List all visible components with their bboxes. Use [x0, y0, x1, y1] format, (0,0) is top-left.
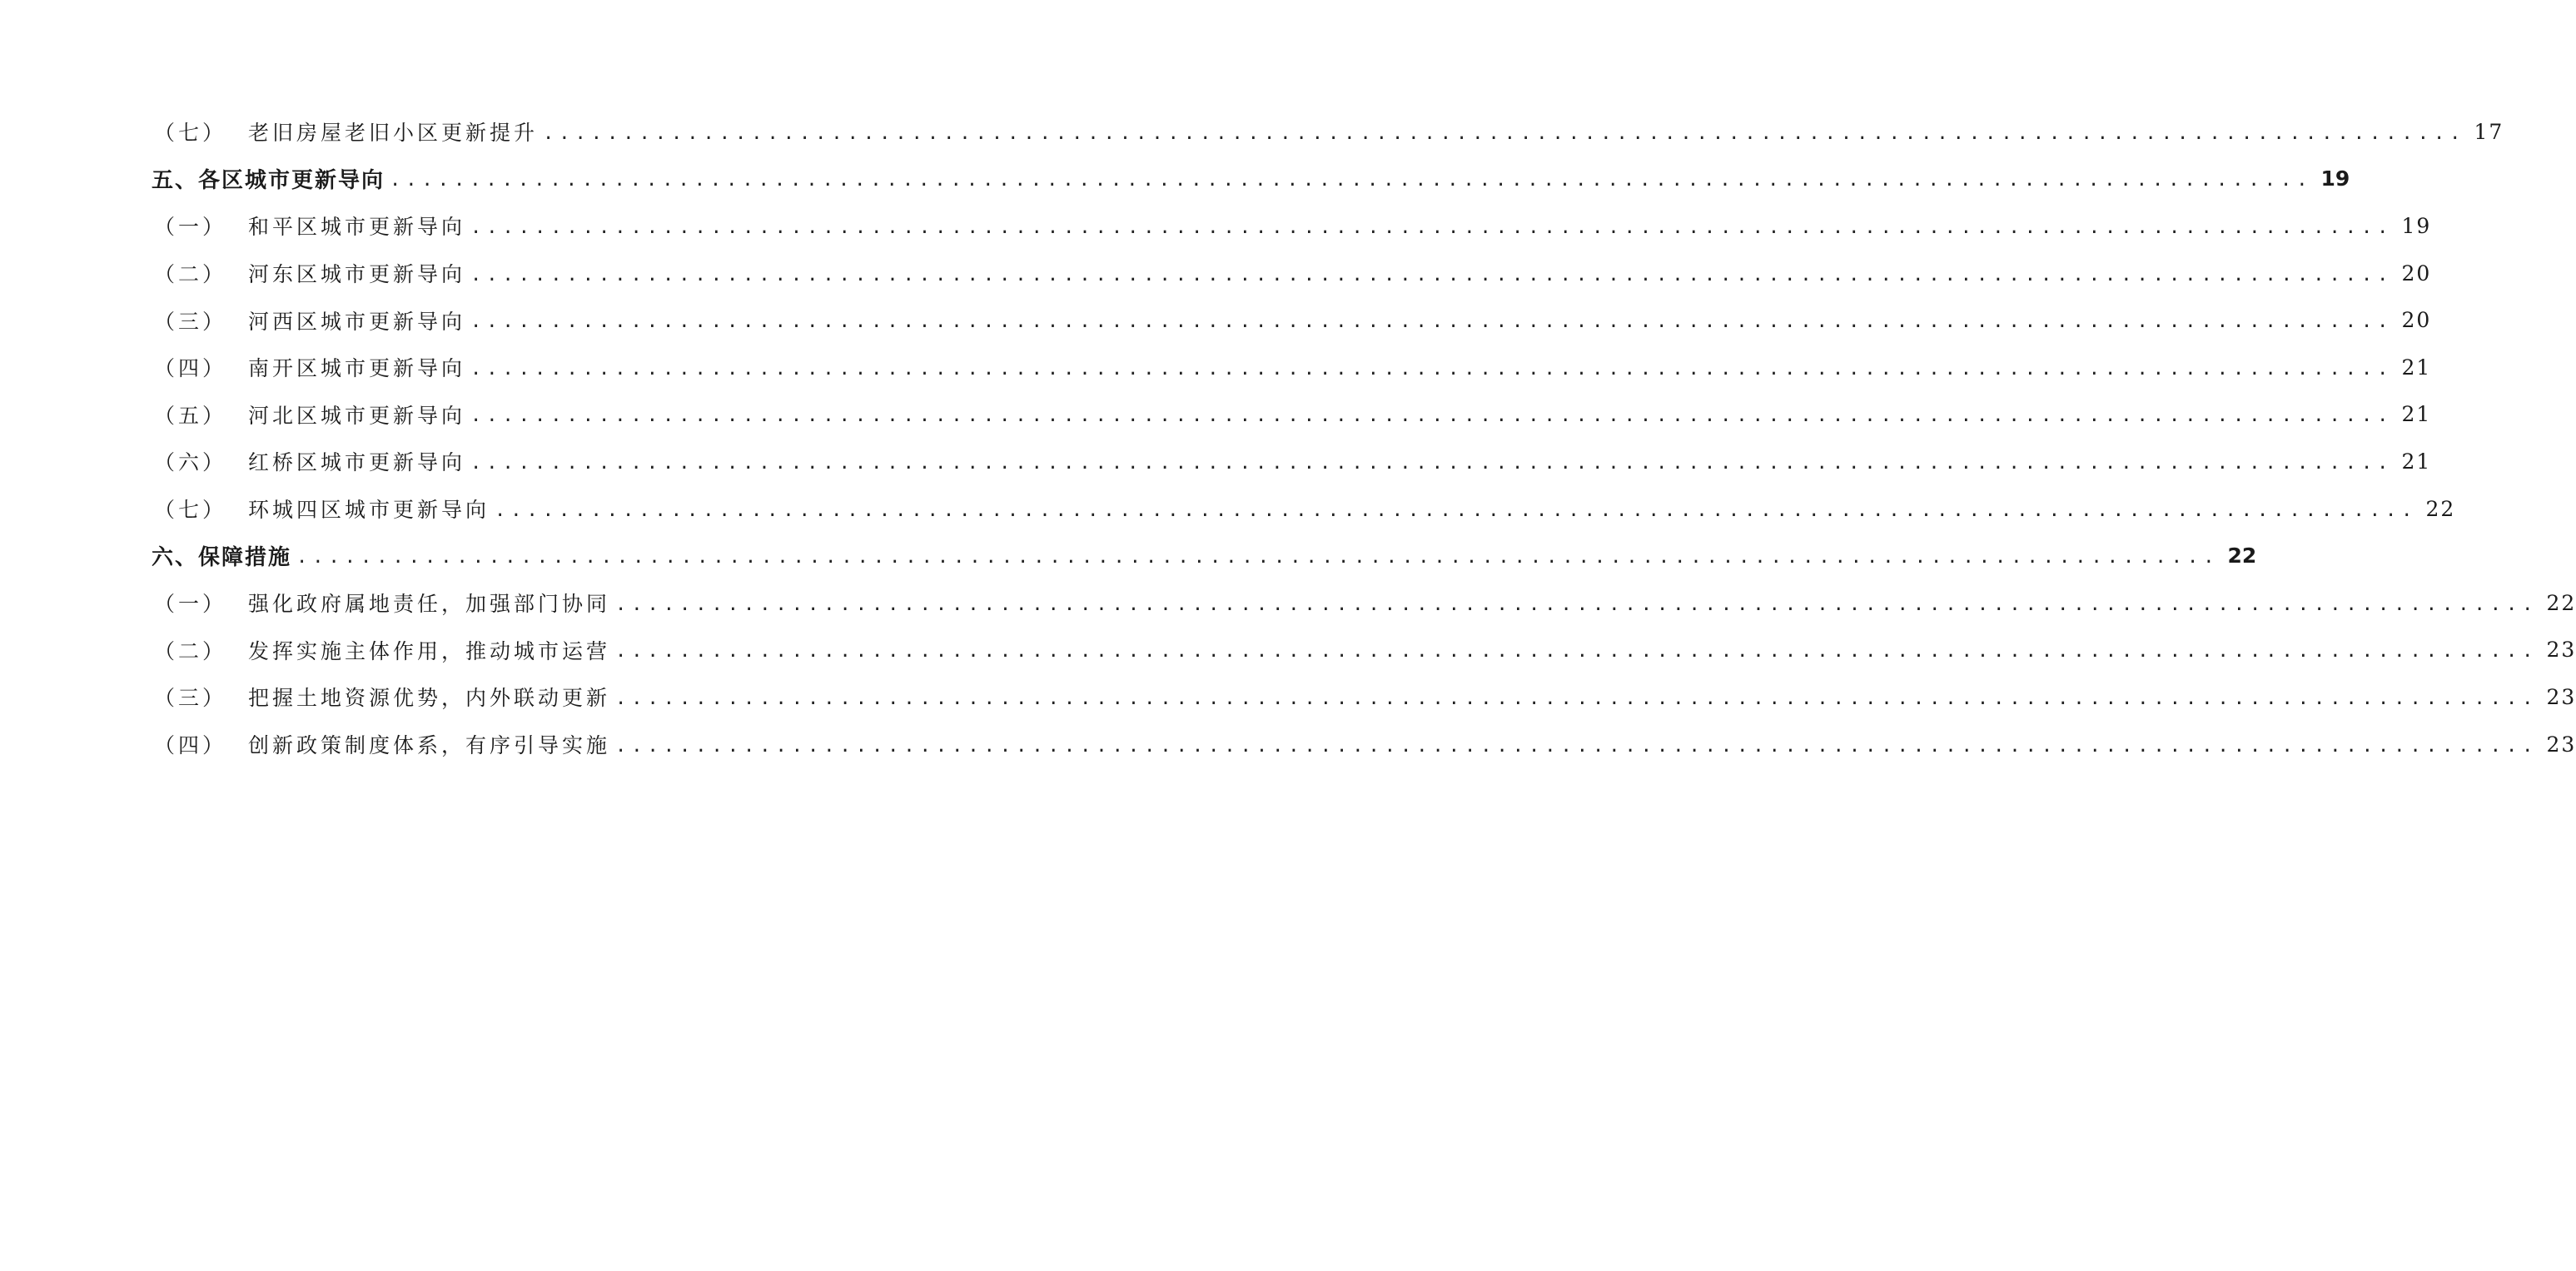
toc-entry-page: 22 — [2425, 496, 2456, 521]
toc-entry-title: 强化政府属地责任，加强部门协同 — [248, 592, 611, 617]
toc-entry-number: （五） — [154, 403, 227, 428]
toc-entry-number: （四） — [154, 356, 227, 381]
toc-dot-leader: ........................................................................................................................ — [615, 593, 2539, 615]
toc-entry-title: 发挥实施主体作用，推动城市运营 — [248, 638, 611, 663]
toc-dot-leader: ........................................................................................................................ — [470, 311, 2394, 333]
toc-entry-page: 22 — [2546, 590, 2576, 615]
toc-entry[interactable] — [0, 202, 2432, 250]
toc-entry-page: 21 — [2401, 402, 2432, 427]
toc-entry-number: （二） — [154, 638, 227, 663]
toc-entry-title: 环城四区城市更新导向 — [248, 498, 490, 523]
toc-entry[interactable] — [0, 673, 2576, 721]
toc-entry-page: 19 — [2401, 213, 2432, 238]
toc-entry[interactable] — [0, 344, 2432, 391]
toc-entry[interactable] — [0, 627, 2576, 674]
toc-entry-number: 六、 — [152, 545, 199, 571]
toc-entry-number: （四） — [154, 733, 227, 758]
toc-entry-title: 把握土地资源优势，内外联动更新 — [248, 686, 611, 711]
toc-entry-title: 河北区城市更新导向 — [248, 403, 466, 428]
toc-entry-title: 老旧房屋老旧小区更新提升 — [248, 121, 539, 146]
table-of-contents — [0, 108, 2576, 767]
toc-entry-title: 河东区城市更新导向 — [248, 262, 466, 287]
toc-entry-title: 南开区城市更新导向 — [248, 356, 466, 381]
toc-dot-leader: ........................................................................................................................ — [615, 641, 2539, 663]
toc-chapter-entry[interactable] — [0, 156, 2350, 203]
toc-entry-number: （六） — [154, 450, 227, 475]
toc-entry-page: 23 — [2546, 732, 2576, 757]
toc-entry-number: （三） — [154, 309, 227, 334]
toc-dot-leader: ........................................................................................................................ — [296, 547, 2220, 568]
toc-entry-title: 河西区城市更新导向 — [248, 309, 466, 334]
toc-entry-page: 20 — [2401, 261, 2432, 285]
toc-dot-leader: ........................................................................................................................ — [470, 405, 2394, 427]
toc-entry-page: 22 — [2227, 544, 2257, 568]
toc-entry-page: 17 — [2474, 119, 2504, 144]
toc-dot-leader: ........................................................................................................................ — [390, 170, 2313, 191]
toc-dot-leader: ........................................................................................................................ — [495, 499, 2418, 521]
toc-dot-leader: ........................................................................................................................ — [470, 358, 2394, 380]
toc-entry-page: 23 — [2546, 684, 2576, 709]
toc-dot-leader: ........................................................................................................................ — [615, 688, 2539, 709]
toc-entry[interactable] — [0, 391, 2432, 439]
toc-entry-number: （七） — [154, 121, 227, 146]
toc-entry-title: 红桥区城市更新导向 — [248, 450, 466, 475]
toc-entry[interactable] — [0, 296, 2432, 344]
toc-entry[interactable] — [0, 485, 2456, 533]
toc-entry-number: （七） — [154, 498, 227, 523]
toc-entry[interactable] — [0, 108, 2504, 156]
toc-entry-page: 19 — [2320, 166, 2350, 191]
toc-entry[interactable] — [0, 250, 2432, 297]
toc-entry-number: （一） — [154, 592, 227, 617]
toc-entry-title: 和平区城市更新导向 — [248, 215, 466, 240]
toc-entry-number: 五、 — [152, 168, 199, 194]
toc-entry-title: 各区城市更新导向 — [198, 168, 385, 194]
toc-entry[interactable] — [0, 579, 2576, 627]
toc-entry-number: （二） — [154, 262, 227, 287]
toc-entry-page: 21 — [2401, 355, 2432, 380]
toc-dot-leader: ........................................................................................................................ — [470, 264, 2394, 285]
toc-entry-title: 保障措施 — [198, 545, 292, 571]
toc-entry[interactable] — [0, 721, 2576, 768]
toc-entry-page: 20 — [2401, 308, 2432, 333]
toc-entry-title: 创新政策制度体系，有序引导实施 — [248, 733, 611, 758]
toc-dot-leader: ........................................................................................................................ — [615, 735, 2539, 757]
toc-chapter-entry[interactable] — [0, 532, 2257, 579]
toc-dot-leader: ........................................................................................................................ — [470, 452, 2394, 474]
toc-entry-page: 21 — [2401, 449, 2432, 474]
toc-entry-number: （三） — [154, 686, 227, 711]
toc-entry-number: （一） — [154, 215, 227, 240]
toc-dot-leader: ........................................................................................................................ — [470, 216, 2394, 238]
toc-dot-leader: ........................................................................................................................ — [543, 122, 2466, 144]
toc-entry[interactable] — [0, 438, 2432, 485]
toc-entry-page: 23 — [2546, 638, 2576, 663]
